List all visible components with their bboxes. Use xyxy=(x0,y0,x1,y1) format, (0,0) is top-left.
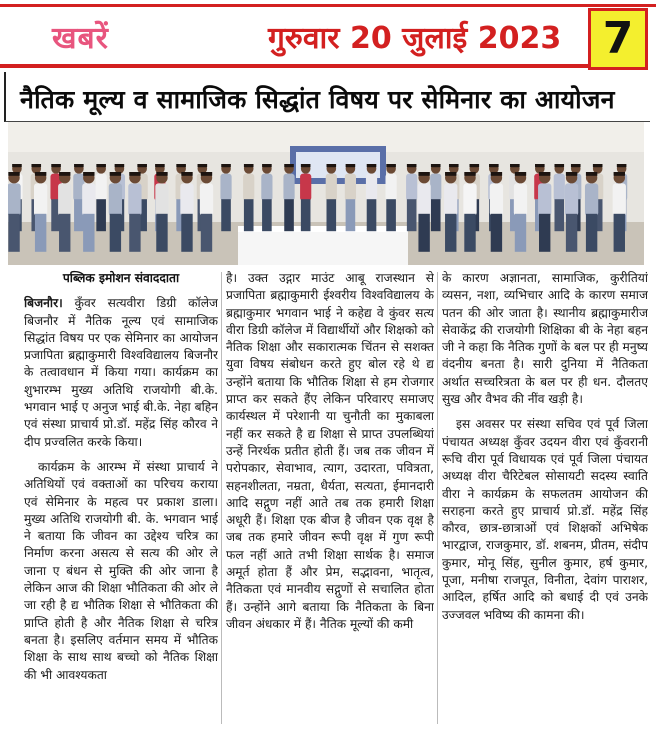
article-column-3 xyxy=(442,270,648,728)
article-paragraph-text: कुँवर सत्यवीरा डिग्री कॉलेज बिजनौर में नैतिक नूल्य एवं सामाजिक सिद्धांत विषय पर एक सेमिनार का आयोजन प्रजापिता ब्रह्माकुमारी विश्वविद्यालय बिजनौर के तत्वावधान में किया गया। कार्यक्रम का शुभारम्भ मुख्य अतिथि राजयोगी बी.के. भगवान भाई ए अनुज भाई बी.के. नेहा बहिन एवं संस्था प्राचार्य प्रो.डॉ. महेंद्र सिंह कौरव ने दीप प्रज्वलित करके किया। xyxy=(24,296,218,449)
issue-date: गुरुवार 20 जुलाई 2023 xyxy=(268,21,562,56)
article-paragraph: इस अवसर पर संस्था सचिव एवं पूर्व जिला पंचायत अध्यक्ष कुँवर उदयन वीरा एवं कुँवरानी रूचि वीरा पूर्व विधायक एवं पूर्व जिला पंचायत अध्यक्ष वीरा चैरिटेबल सोसायटी सदस्य स्वाति वीरा ने कार्यक्रम के सफलतम आयोजन की सराहना करते हुए प्राचार्य प्रो.डॉ. महेंद्र सिंह कौरव, छात्र-छात्राओं एवं शिक्षकों अभिषेक भारद्वाज, राजकुमार, डॉ. शबनम, प्रीतम, संदीप कुमार, मोनू सिंह, सुनील कुमार, हर्ष कुमार, पूजा, मनीषा राजपूत, विनीता, देवांग पाराशर, आदिल, हर्षित आदि को बधाई दी एवं उनके उज्जवल भविष्य की कामना की। xyxy=(442,417,648,622)
masthead xyxy=(0,0,656,72)
article-paragraph xyxy=(24,295,218,451)
masthead-top-rule xyxy=(0,4,656,7)
masthead-bottom-rule xyxy=(0,64,588,68)
article-column-2 xyxy=(226,270,434,728)
article-column-1 xyxy=(24,270,218,728)
article-dateline: बिजनौर। xyxy=(24,296,63,311)
article-paragraph: के कारण अज्ञानता, सामाजिक, कुरीतियां व्यसन, नशा, व्यभिचार आदि के कारण समाज पतन की ओर जाता है। स्थानीय ब्रह्माकुमारीज सेवाकेंद्र की राजयोगी शिक्षिका बी के नेहा बहन जी ने कहा कि नैतिक गुणों के बल पर ही मनुष्य वंदनीय बनता है। सारी दुनिया में नैतिकता अर्थात सच्चरित्रता के बल पर ही धन. दौलतए सुख और वैभव की नींव खड़ी है। xyxy=(442,271,648,407)
article-photo xyxy=(8,122,644,265)
page-number-badge: 7 xyxy=(588,8,648,70)
headline-box xyxy=(4,72,650,122)
article-byline: पब्लिक इमोशन संवाददाता xyxy=(62,271,180,285)
seminar-group-photo-icon xyxy=(8,122,644,265)
column-divider-2 xyxy=(437,272,438,724)
article-paragraph: कार्यक्रम के आरम्भ में संस्था प्राचार्य ने अतिथियों एवं वक्ताओं का परिचय कराया एवं सेमिनार के महत्व पर प्रकाश डाला। मुख्य अतिथि राजयोगी बी. के. भगवान भाई ने बताया कि जीवन का उद्देश्य चरित्र का निर्माण करना असत्य से सत्य की ओर ले जाना ए बंधन से मुक्ति की ओर जाना है लेकिन आज की शिक्षा भौतिकता की ओर ले जा रही है द्य भौतिक शिक्षा से भौतिकता की प्राप्ति होती है और नैतिक शिक्षा से चरित्र बनता है। इसलिए वर्तमान समय में भौतिक शिक्षा के साथ साथ बच्चो को नैतिक शिक्षा की भी आवश्यकता xyxy=(24,459,218,682)
section-name: खबरें xyxy=(52,21,109,56)
column-divider-1 xyxy=(221,272,222,724)
article-paragraph: है। उक्त उद्गार माउंट आबू राजस्थान से प्रजापिता ब्रह्माकुमारी ईश्वरीय विश्वविद्यालय के ब्रह्माकुमार भगवान भाई ने कहेद्य वे कुंवर सत्य वीरा डिग्री कॉलेज में विद्यार्थीयों और शिक्षको को नैतिक शिक्षा और सकारात्मक चिंतन से सशक्त युवा विषय संबोधन करते हुए बोल रहे थे द्य उन्होंने बताया कि भौतिक शिक्षा से हम रोजगार प्राप्त कर सकते हैंए लेकिन परिवारए समाजए कार्यस्थल में परेशानी या चुनौती का मुकाबला नहीं कर सकते है द्य शिक्षा से प्राप्त उपलब्धियां उन्हें निरर्थक प्रतीत होती हैं। जब तक जीवन में परोपकार, सेवाभाव, त्याग, उदारता, पवित्रता, सहनशीलता, नम्रता, धैर्यता, सत्यता, ईमानदारी आदि सद्गुण नहीं आते तब तक हमारी शिक्षा अधूरी हैं। शिक्षा एक बीज है जीवन एक वृक्ष है जब तक हमारे जीवन रूपी वृक्ष में गुण रूपी फल नहीं आते तभी शिक्षा सार्थक है। समाज अमूर्त होता हैं और प्रेम, सद्भावना, भातृत्व, नैतिकता एवं मानवीय सद्गुणों से सचालित होता हैं। उन्होंने आगे बताया कि नैतिकता के बिना जीवन अंधकार में हैं। नैतिक मूल्यों की कमी xyxy=(226,271,434,631)
article-headline: नैतिक मूल्य व सामाजिक सिद्धांत विषय पर सेमिनार का आयोजन xyxy=(20,85,615,114)
